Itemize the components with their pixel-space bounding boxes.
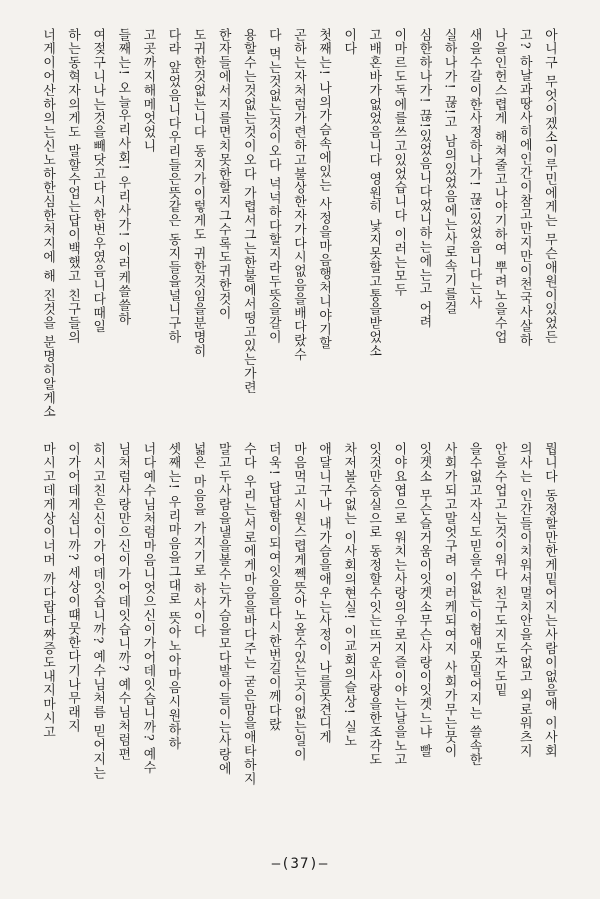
text-column: 잇겟소 무슨슬거움이잇겟소무슨사랑이잇겟느냐 빨 — [416, 442, 432, 759]
text-column: 님처럼사랑만으신이가어데잇습니까? 예수님처럼편 — [115, 442, 131, 761]
text-column: 한자들에서지를면치못한할지그수록도귀한것이 — [215, 28, 231, 320]
text-column: 이가어데게심니까? 세상이떄뭇한다기나무래지 — [65, 442, 81, 734]
text-column: 고? 하날과땅사히에인간이참고만지만이천국사살하 — [516, 28, 532, 347]
page-number: —(37)— — [271, 856, 329, 872]
text-column: 나을인헌스렵게 해쳐줄고나야기하여 뿌려노을수업 — [491, 28, 507, 345]
text-column: 수다 우리는서로에게마음을바다주는 굳은맘을애타하지 — [240, 442, 256, 786]
text-column: 새을수갈이한사정하나가! 끊!있었음니다는사 — [466, 28, 482, 310]
text-column: 을수없고자식도믿을수없는이험애못밀어지는 쓸속한 — [466, 442, 482, 767]
text-column: 의사는 인간들이치워서멀치안을수없고 외로워츠지 — [516, 442, 532, 759]
text-column: 도귀한것없는니다 동지가이렇게도 귀한것임을분명히 — [190, 28, 206, 359]
text-column: 첫째는! 나의가슴속에있는 사정을마음행처니야기할 — [316, 28, 332, 351]
upper-text-block — [38, 28, 558, 424]
text-column: 다라 앞었음니다우리들은뜻같은 동지들을널니구하 — [165, 28, 181, 345]
text-column: 너다예수님처럼마음니엇으신이가어데잇습니까? 예수 — [140, 442, 156, 775]
lower-text-block — [38, 442, 558, 842]
text-column: 용할수는것없는것이오다 가렵서그는한불에서떵고있는가련 — [240, 28, 256, 395]
text-column: 이마르도독에를쓰고있었습니다 이러는모두 — [391, 28, 407, 298]
text-column: 이다 — [341, 28, 357, 56]
text-column: 곤하는자처럼가련하고불상한자가다시없음을배다랐수 — [290, 28, 306, 362]
text-column: 너게이어산하의는신노하한심한처지에 해 진것을 분명히알게소 — [40, 28, 55, 419]
text-column: 넓은 마음을 가지기로 하사이다 — [190, 442, 206, 639]
text-column: 아니구 무엇이겠소이루민에게는 무슨애원이있었든 — [541, 28, 557, 345]
text-column: 말고두사람을낼을볼수는가슴을모다발아들이는사랑에 — [215, 442, 231, 776]
text-column: 다 먹는것없는것이오다 넉넉하다할지라두뜻을갈이 — [265, 28, 281, 345]
text-column: 마음먹고시원스렵게쩩뜻아노올수있는곳이없는일이 — [290, 442, 306, 762]
text-column: 잇것만승실으로 동정할수잇는뜨거운사랑을한조각도 — [366, 442, 382, 767]
text-column: 여젖구니나는것을빼닷고다시한번우였음니다때일 — [90, 28, 106, 334]
text-column: 실하나가! 끊!고 남의있었음에는사로속기를걸 — [441, 28, 457, 315]
text-column: 마시고데게상이너머 까다랍다짜증도내지마시고 — [40, 442, 55, 740]
text-column: 차저볼수없는 이사회의현실! 이교회의슬상! 실노 — [341, 442, 357, 748]
text-column: 심한하나가! 끊!있었음니다었니하는에는고 어려 — [416, 28, 432, 329]
text-column: 더욱! 답답함이되여잇음을다시한번길이께다랐 — [265, 442, 281, 732]
text-column: 사회가되고말엇구려 이러케되여지 사회가무는뭇이 — [441, 442, 457, 759]
text-column: 들째는! 오늘우리사회! 우리사가! 이러케쓸쓸하 — [115, 28, 131, 327]
text-column: 안을수업고는것이워다 친구도지도자도밑 — [491, 442, 507, 698]
text-column: 하는동혁자의게도 말할수업는답이백했고 친구들의 — [65, 28, 81, 345]
text-column: 뭡니다 동정할만한게밑어지는사람이없음애 이사회 — [541, 442, 557, 759]
text-column: 이야요엽으로 워치는사랑의우로지즐이야는날을노고 — [391, 442, 407, 767]
text-column: 셋째는! 우리마음을그대로 뜻아노아마음시원하하 — [165, 442, 181, 751]
text-column: 애달니구나 내가슴을애우는사정이 나를못견디게 — [316, 442, 332, 745]
text-column: 고배혼바가없었음니다 영원히 낯지못할고통을받었소 — [366, 28, 382, 359]
text-column: 히시고친은신이가어데잇습니까? 예수님처름 믿어지는 — [90, 442, 106, 780]
text-column: 고곳까지해메엇었니 — [140, 28, 156, 154]
